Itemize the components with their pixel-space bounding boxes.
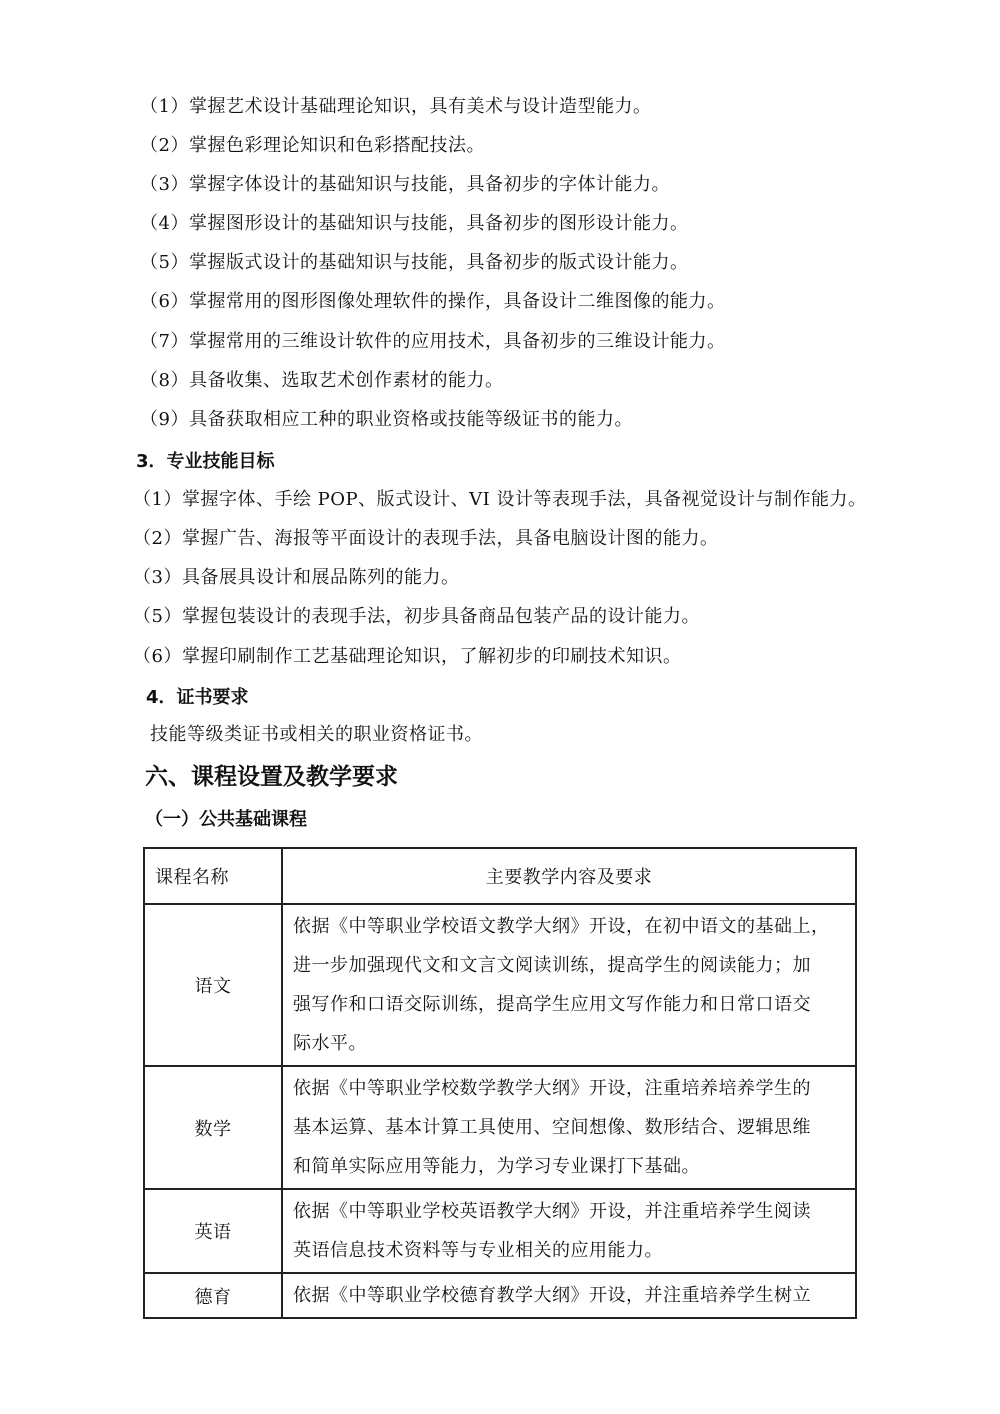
- description-line: 基本运算、基本计算工具使用、空间想像、数形结合、逻辑思维: [293, 1117, 811, 1138]
- knowledge-item: （9）具备获取相应工种的职业资格或技能等级证书的能力。: [140, 409, 633, 430]
- cert-text: 技能等级类证书或相关的职业资格证书。: [150, 724, 483, 745]
- table-header-row: [144, 848, 856, 904]
- table-row: [144, 1189, 856, 1273]
- knowledge-item: （7）掌握常用的三维设计软件的应用技术，具备初步的三维设计能力。: [140, 331, 726, 352]
- description-line: 和简单实际应用等能力，为学习专业课打下基础。: [293, 1156, 700, 1177]
- course-name: 数学: [144, 1066, 282, 1189]
- description-line: 际水平。: [293, 1033, 367, 1054]
- skill-item: （3）具备展具设计和展品陈列的能力。: [133, 567, 460, 588]
- knowledge-item: （2）掌握色彩理论知识和色彩搭配技法。: [140, 135, 485, 156]
- cert-heading: 4．证书要求: [146, 687, 249, 708]
- knowledge-item: （8）具备收集、选取艺术创作素材的能力。: [140, 370, 504, 391]
- table-row: [144, 904, 856, 1066]
- header-course-name: 课程名称: [144, 848, 282, 904]
- description-line: 依据《中等职业学校德育教学大纲》开设，并注重培养学生树立: [293, 1285, 811, 1306]
- course-description: [282, 1189, 856, 1273]
- table-row: [144, 1273, 856, 1318]
- description-line: 依据《中等职业学校英语教学大纲》开设，并注重培养学生阅读: [293, 1201, 811, 1222]
- knowledge-item: （6）掌握常用的图形图像处理软件的操作，具备设计二维图像的能力。: [140, 291, 726, 312]
- course-description: [282, 904, 856, 1066]
- skill-item: （2）掌握广告、海报等平面设计的表现手法，具备电脑设计图的能力。: [133, 528, 719, 549]
- knowledge-item: （3）掌握字体设计的基础知识与技能，具备初步的字体计能力。: [140, 174, 670, 195]
- skill-item: （5）掌握包装设计的表现手法，初步具备商品包装产品的设计能力。: [133, 606, 700, 627]
- course-name: 语文: [144, 904, 282, 1066]
- course-description: [282, 1273, 856, 1318]
- knowledge-item: （1）掌握艺术设计基础理论知识，具有美术与设计造型能力。: [140, 96, 652, 117]
- description-line: 英语信息技术资料等与专业相关的应用能力。: [293, 1240, 663, 1261]
- description-line: 进一步加强现代文和文言文阅读训练，提高学生的阅读能力；加: [293, 955, 811, 976]
- course-name: 德育: [144, 1273, 282, 1318]
- description-line: 依据《中等职业学校数学教学大纲》开设，注重培养培养学生的: [293, 1078, 811, 1099]
- skill-item: （6）掌握印刷制作工艺基础理论知识，了解初步的印刷技术知识。: [133, 646, 682, 667]
- description-line: 依据《中等职业学校语文教学大纲》开设，在初中语文的基础上，: [293, 916, 830, 937]
- table-row: [144, 1066, 856, 1189]
- description-line: 强写作和口语交际训练，提高学生应用文写作能力和日常口语交: [293, 994, 811, 1015]
- subsection-title: （一）公共基础课程: [145, 809, 307, 830]
- curriculum-table: [143, 847, 857, 1319]
- skills-heading: 3．专业技能目标: [136, 451, 275, 472]
- header-content: 主要教学内容及要求: [282, 848, 856, 904]
- section-title: 六、课程设置及教学要求: [145, 764, 398, 790]
- knowledge-item: （5）掌握版式设计的基础知识与技能，具备初步的版式设计能力。: [140, 252, 689, 273]
- course-name: 英语: [144, 1189, 282, 1273]
- course-description: [282, 1066, 856, 1189]
- knowledge-item: （4）掌握图形设计的基础知识与技能，具备初步的图形设计能力。: [140, 213, 689, 234]
- skill-item: （1）掌握字体、手绘 POP、版式设计、VI 设计等表现手法，具备视觉设计与制作能力。: [133, 489, 867, 510]
